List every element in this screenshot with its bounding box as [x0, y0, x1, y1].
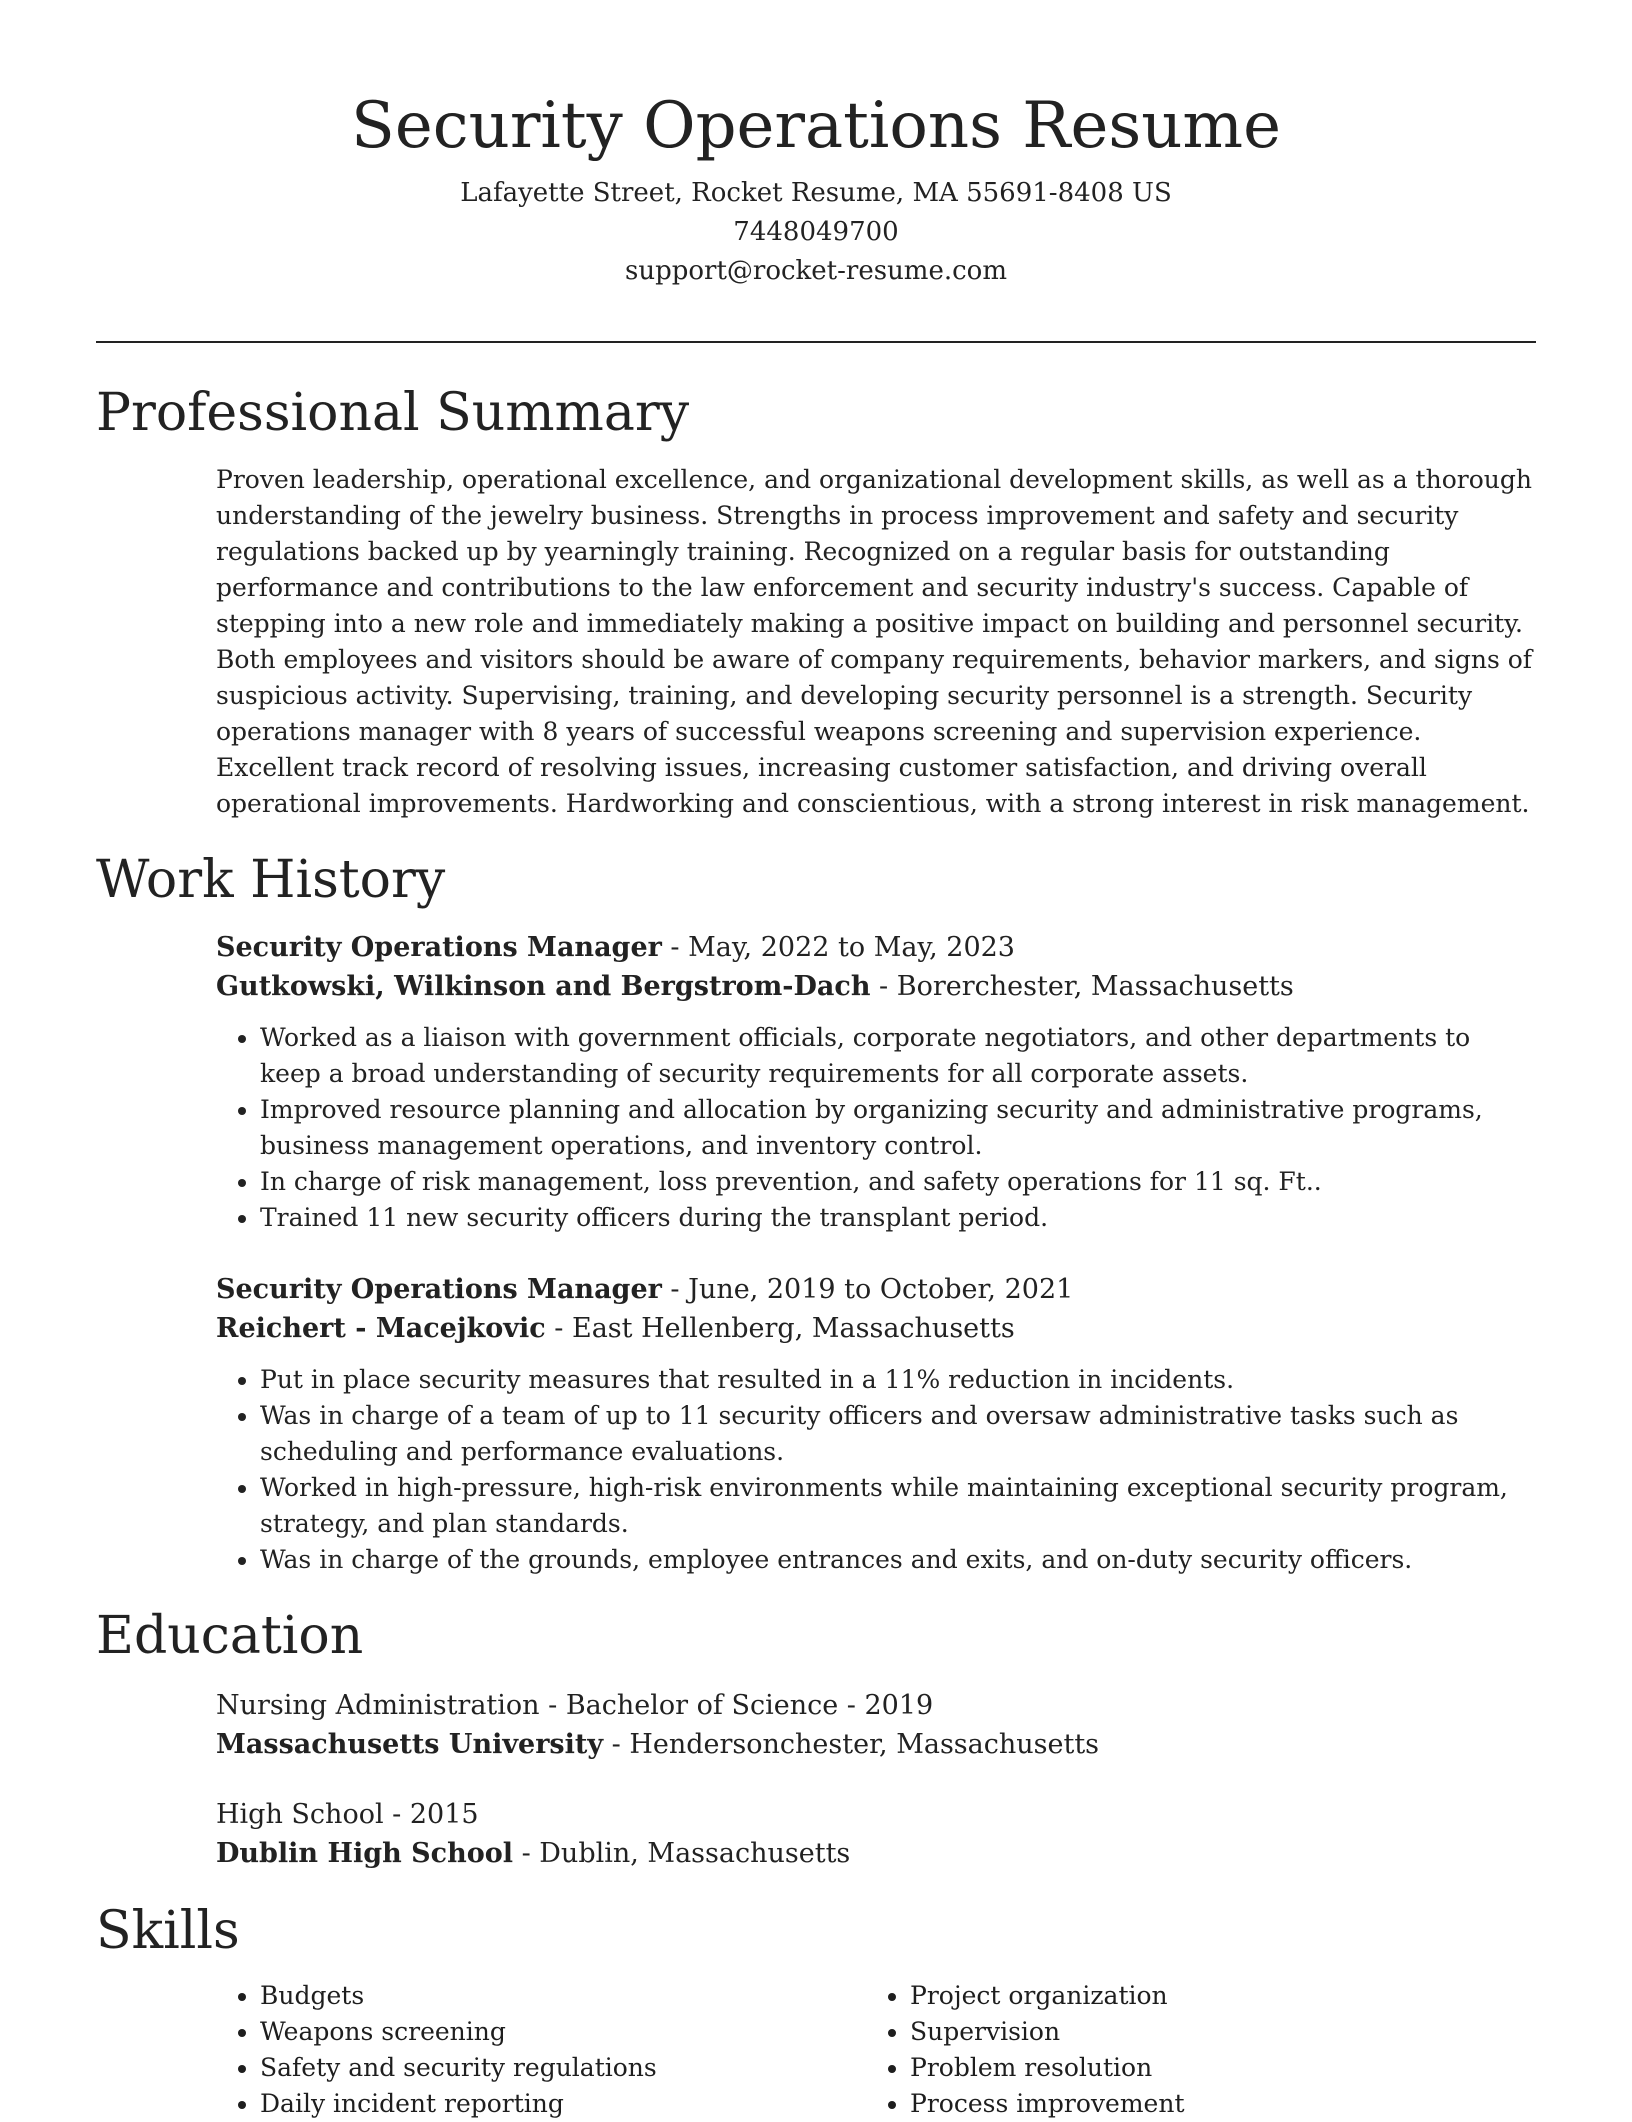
page-title: Security Operations Resume [351, 89, 1281, 163]
job-role: Security Operations Manager [216, 932, 662, 963]
job-role: Security Operations Manager [216, 1274, 662, 1305]
skills-list [866, 1978, 1526, 2122]
school-name: Massachusetts University [216, 1729, 604, 1760]
education-entry [216, 1686, 1536, 1764]
resume-header [96, 84, 1536, 291]
list-item: • Trained 11 new security officers during the transplant period. [260, 1200, 1536, 1236]
education-entry [216, 1795, 1536, 1873]
job-entry [216, 928, 1536, 1236]
list-item: • Problem resolution [910, 2050, 1526, 2086]
list-item: • Weapons screening [260, 2014, 856, 2050]
employer-location: - Borerchester, Massachusetts [870, 971, 1294, 1002]
list-item: • Was in charge of a team of up to 11 security officers and oversaw administrative tasks such as scheduling and performance evaluations. [260, 1398, 1536, 1470]
degree-line: High School - 2015 [216, 1799, 479, 1830]
list-item: • Project organization [910, 1978, 1526, 2014]
job-dates: - May, 2022 to May, 2023 [661, 932, 1015, 963]
skills-list [216, 1978, 856, 2122]
job-bullets [216, 1020, 1536, 1236]
list-item: • Worked as a liaison with government officials, corporate negotiators, and other departments to keep a broad understanding of security requirements for all corporate assets. [260, 1020, 1536, 1092]
employer-name: Reichert - Macejkovic [216, 1313, 546, 1344]
employer-line [216, 1309, 1536, 1348]
list-item: • Supervision [910, 2014, 1526, 2050]
summary-paragraph: Proven leadership, operational excellence, and organizational development skills, as well as a thorough understanding of the jewelry business. Strengths in process improvement and safety and security regulations backed up by yearningly training. Recognized on a regular basis for outstanding performance and contributions to the law enforcement and security industry's success. Capable of stepping into a new role and immediately making a positive impact on building and personnel security. Both employees and visitors should be aware of company requirements, behavior markers, and signs of suspicious activity. Supervising, training, and developing security personnel is a strength. Security operations manager with 8 years of successful weapons screening and supervision experience. Excellent track record of resolving issues, increasing customer satisfaction, and driving overall operational improvements. Hardworking and conscientious, with a strong interest in risk management. [216, 465, 1533, 818]
list-item: • Worked in high-pressure, high-risk environments while maintaining exceptional security program, strategy, and plan standards. [260, 1470, 1536, 1542]
list-item: • Was in charge of the grounds, employee entrances and exits, and on-duty security officers. [260, 1542, 1536, 1578]
job-title-line [216, 1270, 1536, 1309]
header-divider [96, 341, 1536, 343]
employer-location: - East Hellenberg, Massachusetts [545, 1313, 1015, 1344]
education-heading: Education [96, 1606, 364, 1666]
job-bullets [216, 1362, 1536, 1578]
work-history-heading: Work History [96, 850, 446, 910]
school-line [216, 1725, 1536, 1764]
school-line [216, 1834, 1536, 1873]
summary-section [216, 462, 1536, 822]
job-title-line [216, 928, 1536, 967]
summary-heading: Professional Summary [96, 383, 690, 443]
skills-heading: Skills [96, 1901, 240, 1961]
list-item: • Improved resource planning and allocation by organizing security and administrative programs, business management operations, and inventory control. [260, 1092, 1536, 1164]
list-item: • Process improvement [910, 2086, 1526, 2122]
list-item: • Safety and security regulations [260, 2050, 856, 2086]
employer-name: Gutkowski, Wilkinson and Bergstrom-Dach [216, 971, 871, 1002]
list-item: • Budgets [260, 1978, 856, 2014]
degree-line: Nursing Administration - Bachelor of Science - 2019 [216, 1690, 934, 1721]
contact-block [96, 174, 1536, 291]
list-item: • Put in place security measures that resulted in a 11% reduction in incidents. [260, 1362, 1536, 1398]
school-location: - Dublin, Massachusetts [513, 1838, 851, 1869]
school-location: - Hendersonchester, Massachusetts [603, 1729, 1100, 1760]
job-dates: - June, 2019 to October, 2021 [661, 1274, 1074, 1305]
list-item: • In charge of risk management, loss prevention, and safety operations for 11 sq. Ft.. [260, 1164, 1536, 1200]
school-name: Dublin High School [216, 1838, 513, 1869]
phone-text: 7448049700 [733, 217, 899, 247]
email-text: support@rocket-resume.com [624, 256, 1007, 286]
list-item: • Daily incident reporting [260, 2086, 856, 2122]
address-text: Lafayette Street, Rocket Resume, MA 55691-8408 US [460, 178, 1172, 208]
skills-column-right [866, 1978, 1526, 2122]
job-entry [216, 1270, 1536, 1578]
skills-column-left [216, 1978, 856, 2122]
employer-line [216, 967, 1536, 1006]
